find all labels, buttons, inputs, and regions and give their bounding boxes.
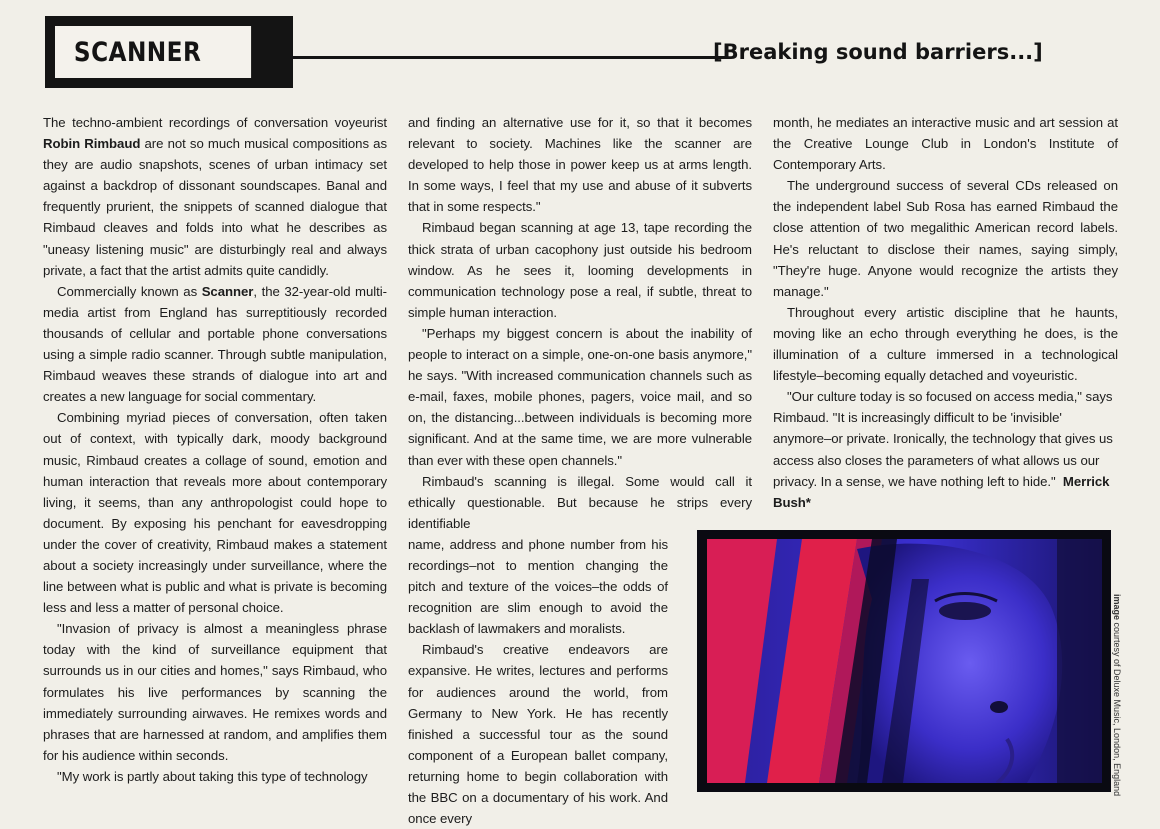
text-run: are not so much musical compositions as they are audio snapshots, scenes of urban intimacy set against a backdrop of dissonant soundscapes. Banal and frequently prurient, the snippets of scanned dialogue that Rimbaud cleaves and folds into what he describes as "uneasy listening music" are disturbingly real and always private, a fact that the artist admits quite candidly. [43,136,387,278]
paragraph: Rimbaud's creative endeavors are expansive. He writes, lectures and performs for audiences around the world, from Germany to New York. He has recently finished a successful tour as the sound component of a European ballet company, returning home to begin collaboration with the BBC on a documentary of his work. And once every [408,642,668,827]
artist-photo [707,539,1102,783]
section-title-box [45,16,293,88]
paragraph: Throughout every artistic discipline that he haunts, moving like an echo through everything he does, is the illumination of a culture immersed in a technological lifestyle–becoming equally detached and voyeuristic. [773,304,1118,384]
article-column-3 [773,112,1118,513]
paragraph [43,281,387,408]
artist-name: Robin Rimbaud [43,136,141,152]
text-run: "Our culture today is so focused on access media," says Rimbaud. "It is increasingly difficult to be 'invisible' anymore–or private. Ironically, the technology that gives us access also closes the parameters of what allows us our privacy. In a sense, we have nothing left to hide." [773,389,1113,489]
article-subtitle: [Breaking sound barriers...] [713,40,1043,64]
credit-body: courtesy of Deluxe Music, London, England [1112,620,1122,797]
paragraph: Combining myriad pieces of conversation, often taken out of context, with typically dark, moody background music, Rimbaud creates a collage of sound, emotion and human interaction that reveals more about contemporary living, it seems, than any anthropologist could hope to document. By exposing his penchant for eavesdropping under the cover of creativity, Rimbaud makes a statement about a society increasingly under surveillance, where the line between what is public and what is private is becoming less and less a matter of personal choice. [43,410,387,616]
paragraph: "Perhaps my biggest concern is about the inability of people to interact on a simple, one-on-one basis anymore," he says. "With increased communication channels such as e-mail, faxes, mobile phones, pagers, voice mail, and so on, the distancing...between individuals is becoming more significant. And at the same time, we are more vulnerable than ever with these open channels." [408,325,752,468]
paragraph: "Invasion of privacy is almost a meaningless phrase today with the kind of surveillance equipment that surrounds us in our cities and homes," says Rimbaud, who formulates his live performances by scanning the immediately surrounding airwaves. He remixes words and phrases that are harnessed at random, and amplifies them for his audience within seconds. [43,621,387,763]
paragraph [43,112,387,281]
text-run: Commercially known as [57,283,202,299]
article-column-1 [43,112,387,787]
paragraph: "My work is partly about taking this type of technology [57,768,368,784]
paragraph: name, address and phone number from his recordings–not to mention changing the pitch and texture of the voices–the odds of recognition are slim enough to avoid the backlash of lawmakers and moralists. [408,536,668,637]
paragraph: month, he mediates an interactive music and art session at the Creative Lounge Club in London's Institute of Contemporary Arts. [773,115,1118,173]
section-title: SCANNER [55,26,251,78]
paragraph: Rimbaud began scanning at age 13, tape recording the thick strata of urban cacophony just outside his bedroom window. As he sees it, looming developments in communication technology pose a real, if subtle, threat to simple human interaction. [408,220,752,320]
paragraph: The underground success of several CDs released on the independent label Sub Rosa has earned Rimbaud the close attention of two megalithic American record labels. He's reluctant to disclose their names, saying simply, "They're huge. Anyone would recognize the artists they manage." [773,178,1118,299]
text-run: The techno-ambient recordings of conversation voyeurist [43,115,387,130]
narrow-block [408,534,668,829]
image-credit-text [1112,530,1122,797]
image-credit [1112,530,1132,797]
author-signature: Merrick Bush* [773,473,1110,510]
paragraph: Rimbaud's scanning is illegal. Some would call it ethically questionable. But because he strips every identifiable [408,473,752,531]
header-rule [293,56,725,59]
text-run: , the 32-year-old multi-media artist from England has surreptitiously recorded thousands of cellular and portable phone conversations using a simple radio scanner. Through subtle manipulation, Rimbaud weaves these strands of dialogue into art and creates a new language for social commentary. [43,283,387,405]
alias-name: Scanner [201,283,254,299]
article-photo-frame [697,530,1111,792]
credit-label: image [1112,594,1122,621]
paragraph: and finding an alternative use for it, so that it becomes relevant to society. Machines like the scanner are developed to help those in power keep us at arms length. In some ways, I feel that my use and abuse of it subverts that in some respects." [408,115,752,215]
paragraph [773,386,1118,513]
